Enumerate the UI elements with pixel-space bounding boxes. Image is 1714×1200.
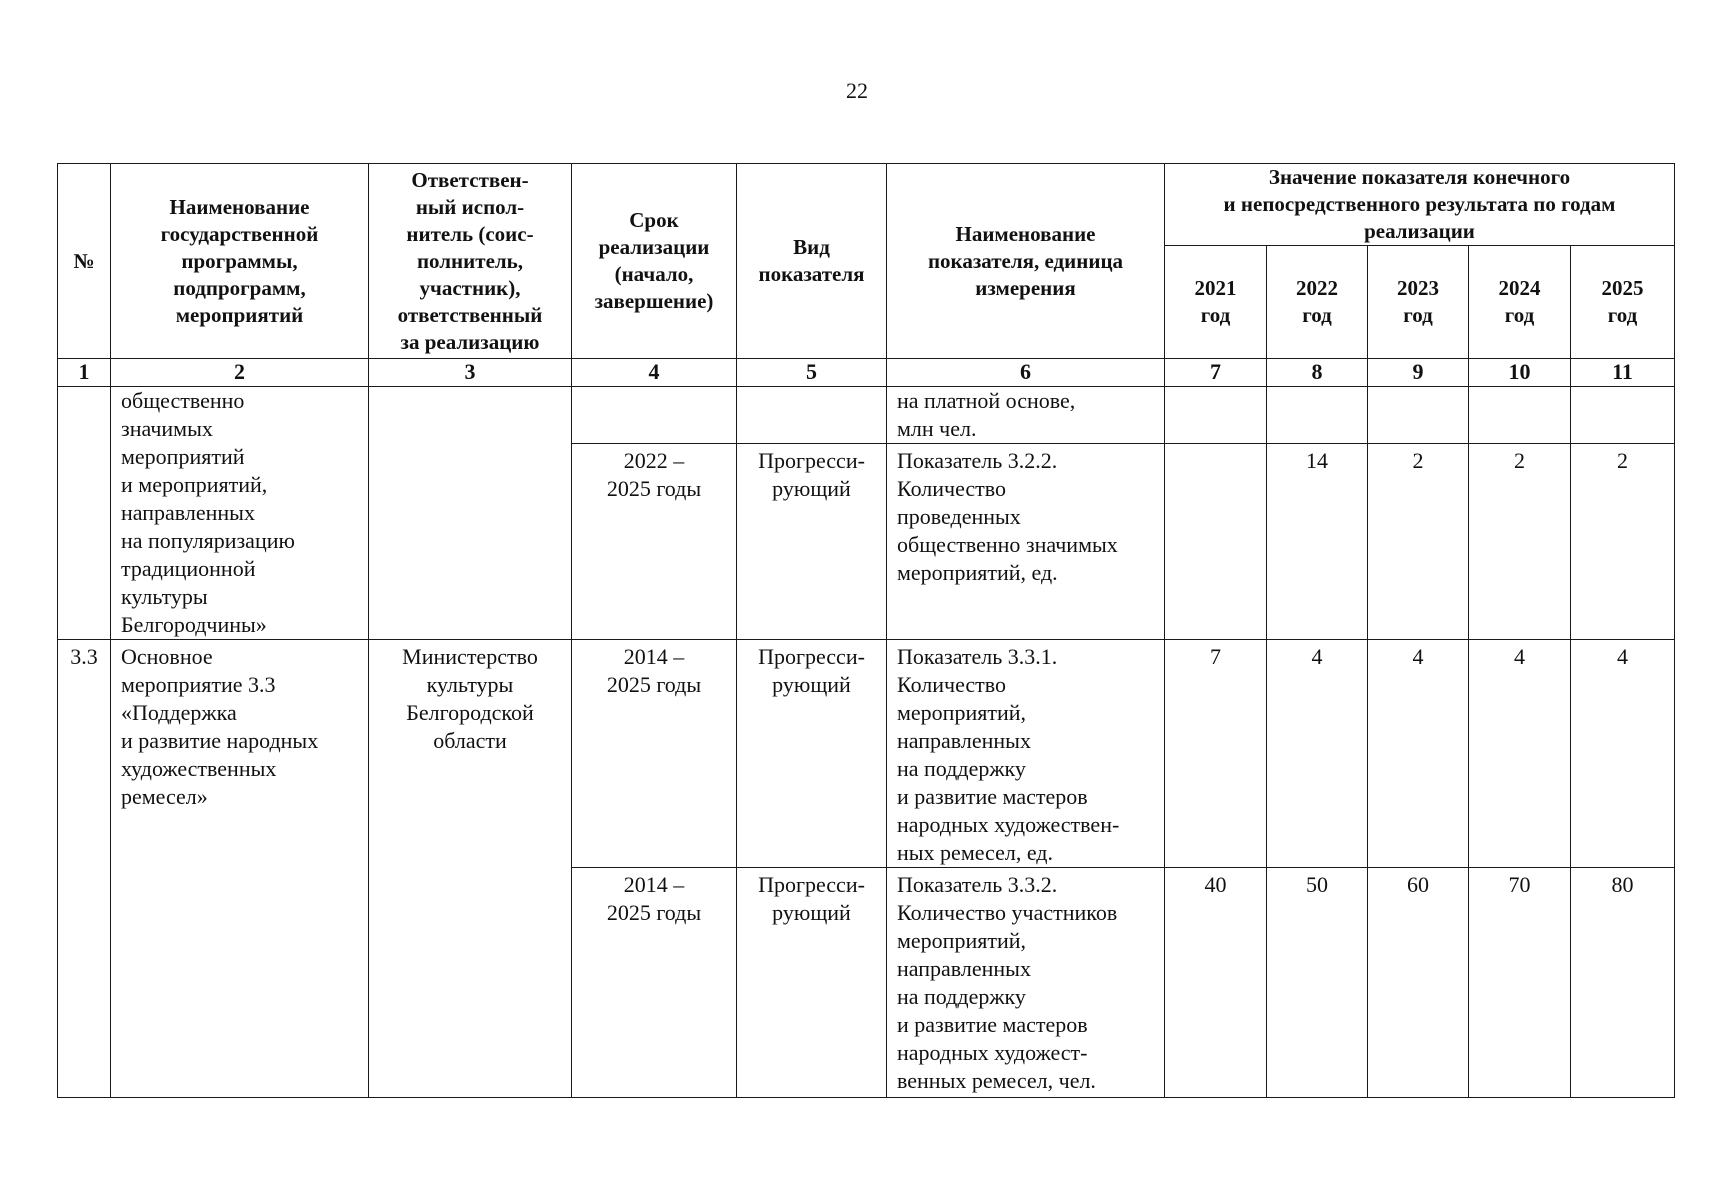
value-2024: 2 [1469, 444, 1571, 640]
value-2021 [1165, 444, 1267, 640]
column-number: 1 [58, 359, 111, 387]
header-year-2023: 2023 год [1368, 246, 1469, 359]
value-2021: 7 [1165, 640, 1267, 868]
indicator-type-cell: Прогресси- рующий [737, 640, 887, 868]
period-cell: 2014 – 2025 годы [572, 868, 737, 1098]
responsible-cell [369, 387, 572, 640]
value-cell [1571, 387, 1675, 444]
indicator-type-cell: Прогресси- рующий [737, 444, 887, 640]
period-cell: 2022 – 2025 годы [572, 444, 737, 640]
header-program-name: Наименование государственной программы, подпрограмм, мероприятий [111, 164, 369, 359]
value-2025: 80 [1571, 868, 1675, 1098]
table-row [58, 640, 1675, 868]
header-period: Срок реализации (начало, завершение) [572, 164, 737, 359]
header-year-2022: 2022 год [1267, 246, 1368, 359]
indicators-table [57, 163, 1675, 1098]
header-number: № [58, 164, 111, 359]
program-name-cell: общественно значимых мероприятий и мероприятий, направленных на популяризацию традиционной культуры Белгородчины» [111, 387, 369, 640]
header-indicator-type: Вид показателя [737, 164, 887, 359]
responsible-cell: Министерство культуры Белгородской области [369, 640, 572, 1098]
value-cell [1165, 387, 1267, 444]
row-number-cell: 3.3 [58, 640, 111, 1098]
value-2023: 60 [1368, 868, 1469, 1098]
row-number-cell [58, 387, 111, 640]
period-cell [572, 387, 737, 444]
indicator-name-cell: Показатель 3.3.1. Количество мероприятий, направленных на поддержку и развитие мастеров народных художествен- ных ремесел, ед. [887, 640, 1165, 868]
value-2025: 2 [1571, 444, 1675, 640]
column-number: 9 [1368, 359, 1469, 387]
indicator-name-cell: на платной основе, млн чел. [887, 387, 1165, 444]
indicator-name-cell: Показатель 3.2.2. Количество проведенных общественно значимых мероприятий, ед. [887, 444, 1165, 640]
table-row [58, 387, 1675, 444]
value-cell [1469, 387, 1571, 444]
value-2022: 14 [1267, 444, 1368, 640]
indicator-type-cell: Прогресси- рующий [737, 868, 887, 1098]
value-cell [1267, 387, 1368, 444]
header-year-2025: 2025 год [1571, 246, 1675, 359]
column-number: 7 [1165, 359, 1267, 387]
value-2025: 4 [1571, 640, 1675, 868]
program-name-cell: Основное мероприятие 3.3 «Поддержка и развитие народных художественных ремесел» [111, 640, 369, 1098]
value-2023: 4 [1368, 640, 1469, 868]
column-number: 5 [737, 359, 887, 387]
value-cell [1368, 387, 1469, 444]
header-responsible: Ответствен- ный испол- нитель (соис- полнитель, участник), ответственный за реализацию [369, 164, 572, 359]
value-2022: 50 [1267, 868, 1368, 1098]
column-number: 2 [111, 359, 369, 387]
header-year-2024: 2024 год [1469, 246, 1571, 359]
header-indicator-name: Наименование показателя, единица измерения [887, 164, 1165, 359]
column-number: 10 [1469, 359, 1571, 387]
page-number: 22 [846, 78, 868, 103]
column-number: 6 [887, 359, 1165, 387]
column-number: 4 [572, 359, 737, 387]
period-cell: 2014 – 2025 годы [572, 640, 737, 868]
column-numbers-row [58, 359, 1675, 387]
column-number: 8 [1267, 359, 1368, 387]
header-year-2021: 2021 год [1165, 246, 1267, 359]
column-number: 11 [1571, 359, 1675, 387]
header-values-group: Значение показателя конечного и непосредственного результата по годам реализации [1165, 164, 1675, 246]
indicator-name-cell: Показатель 3.3.2. Количество участников мероприятий, направленных на поддержку и развитие мастеров народных художест- венных ремесел, чел. [887, 868, 1165, 1098]
value-2022: 4 [1267, 640, 1368, 868]
value-2024: 4 [1469, 640, 1571, 868]
value-2021: 40 [1165, 868, 1267, 1098]
indicator-type-cell [737, 387, 887, 444]
column-number: 3 [369, 359, 572, 387]
value-2024: 70 [1469, 868, 1571, 1098]
value-2023: 2 [1368, 444, 1469, 640]
